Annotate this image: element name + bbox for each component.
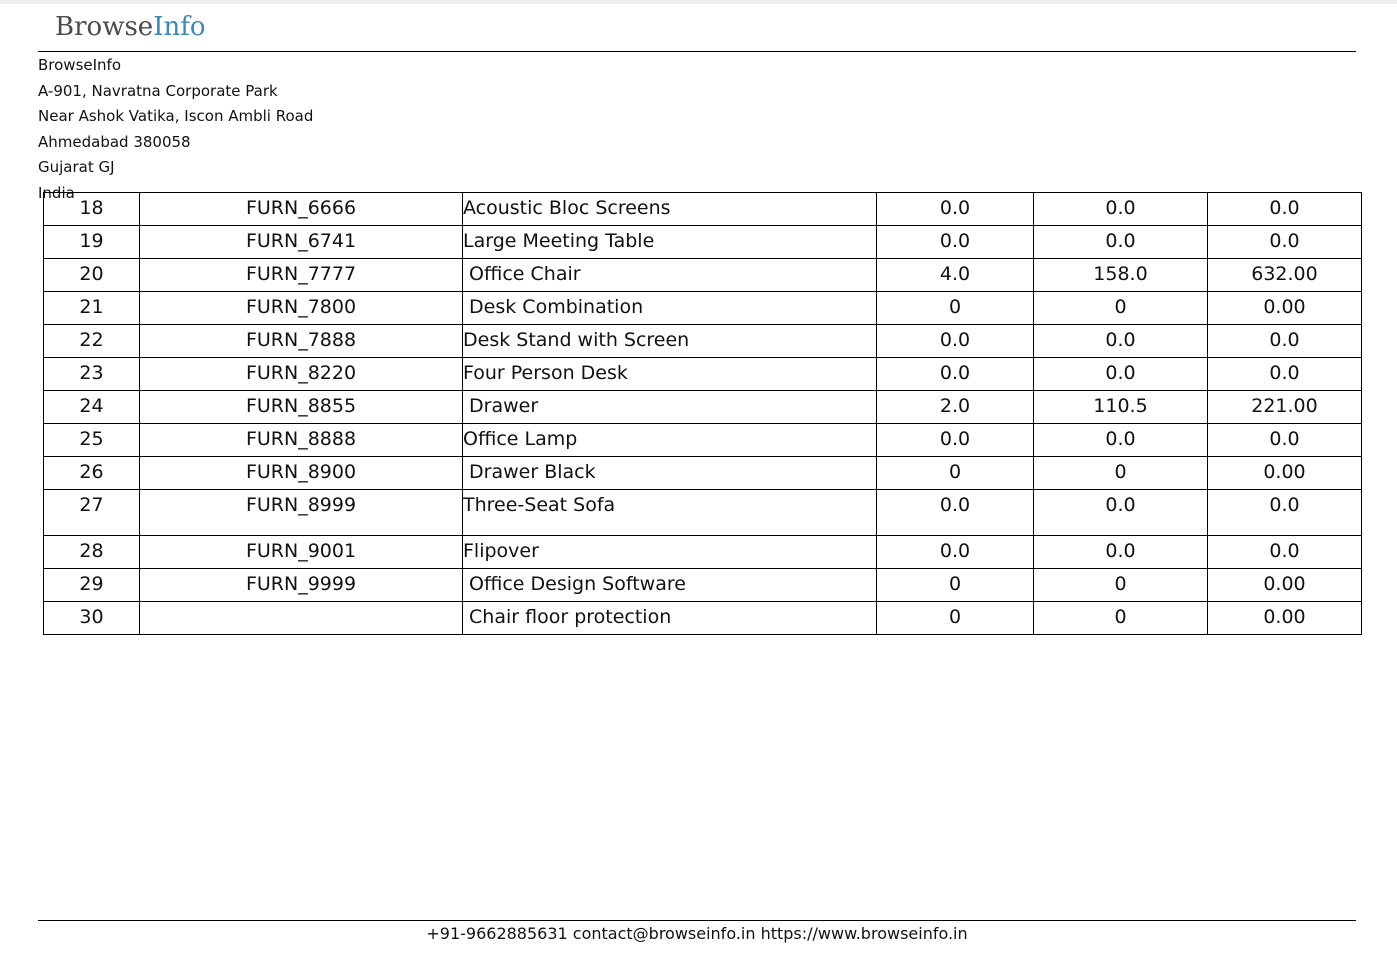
product-code-cell: FURN_8999: [140, 490, 463, 536]
product-name-cell: Flipover: [463, 536, 877, 569]
table-row: [44, 536, 1362, 569]
table-row: [44, 226, 1362, 259]
unit-price-cell: 0.0: [1034, 325, 1208, 358]
quantity-cell: 0: [877, 602, 1034, 635]
unit-price-cell: 0.0: [1034, 490, 1208, 536]
line-number-cell: 18: [44, 193, 140, 226]
table-row: [44, 358, 1362, 391]
quantity-cell: 0.0: [877, 325, 1034, 358]
table-row: [44, 325, 1362, 358]
quantity-cell: 0.0: [877, 424, 1034, 457]
quantity-cell: 0: [877, 569, 1034, 602]
quantity-cell: 0.0: [877, 226, 1034, 259]
unit-price-cell: 0.0: [1034, 536, 1208, 569]
company-name: BrowseInfo: [38, 56, 122, 74]
product-code-cell: FURN_6666: [140, 193, 463, 226]
footer-contact: +91-9662885631 contact@browseinfo.in https://www.browseinfo.in: [426, 924, 968, 943]
line-number-cell: 20: [44, 259, 140, 292]
quantity-cell: 2.0: [877, 391, 1034, 424]
line-number-cell: 24: [44, 391, 140, 424]
line-total-cell: 632.00: [1208, 259, 1362, 292]
product-name-cell: Chair floor protection: [463, 602, 877, 635]
logo-text-browse: Browse: [55, 12, 154, 42]
table-row: [44, 259, 1362, 292]
line-total-cell: 0.00: [1208, 292, 1362, 325]
table-row: [44, 457, 1362, 490]
header-divider: [38, 51, 1356, 52]
product-code-cell: [140, 602, 463, 635]
unit-price-cell: 158.0: [1034, 259, 1208, 292]
product-code-cell: FURN_7777: [140, 259, 463, 292]
line-number-cell: 23: [44, 358, 140, 391]
company-city-zip: Ahmedabad 380058: [38, 132, 191, 151]
product-name-cell: Office Design Software: [463, 569, 877, 602]
line-total-cell: 0.0: [1208, 325, 1362, 358]
quantity-cell: 0.0: [877, 193, 1034, 226]
table-row: [44, 193, 1362, 226]
product-code-cell: FURN_8900: [140, 457, 463, 490]
unit-price-cell: 0.0: [1034, 358, 1208, 391]
unit-price-cell: 110.5: [1034, 391, 1208, 424]
line-number-cell: 28: [44, 536, 140, 569]
product-code-cell: FURN_8220: [140, 358, 463, 391]
unit-price-cell: 0.0: [1034, 226, 1208, 259]
line-total-cell: 0.0: [1208, 536, 1362, 569]
product-lines-table: [43, 192, 1362, 635]
line-number-cell: 22: [44, 325, 140, 358]
product-code-cell: FURN_9001: [140, 536, 463, 569]
table-row: [44, 424, 1362, 457]
quantity-cell: 0.0: [877, 490, 1034, 536]
company-country: India: [38, 183, 75, 202]
line-number-cell: 29: [44, 569, 140, 602]
line-total-cell: 0.0: [1208, 193, 1362, 226]
line-total-cell: 0.00: [1208, 602, 1362, 635]
company-state: Gujarat GJ: [38, 158, 115, 177]
line-total-cell: 0.0: [1208, 358, 1362, 391]
line-number-cell: 21: [44, 292, 140, 325]
product-name-cell: Desk Stand with Screen: [463, 325, 877, 358]
product-code-cell: FURN_6741: [140, 226, 463, 259]
company-logo: [55, 10, 205, 44]
company-street: A-901, Navratna Corporate Park: [38, 81, 278, 100]
line-number-cell: 26: [44, 457, 140, 490]
page-top-edge: [0, 0, 1397, 4]
product-code-cell: FURN_9999: [140, 569, 463, 602]
line-total-cell: 0.00: [1208, 569, 1362, 602]
quantity-cell: 0.0: [877, 536, 1034, 569]
line-total-cell: 221.00: [1208, 391, 1362, 424]
unit-price-cell: 0: [1034, 292, 1208, 325]
table-row: [44, 569, 1362, 602]
product-name-cell: Drawer: [463, 391, 877, 424]
table-row: [44, 391, 1362, 424]
line-total-cell: 0.0: [1208, 424, 1362, 457]
company-address: [38, 53, 313, 207]
line-number-cell: 19: [44, 226, 140, 259]
quantity-cell: 0: [877, 292, 1034, 325]
table-row: [44, 490, 1362, 536]
line-total-cell: 0.0: [1208, 490, 1362, 536]
table-row: [44, 292, 1362, 325]
product-name-cell: Office Chair: [463, 259, 877, 292]
product-code-cell: FURN_8888: [140, 424, 463, 457]
product-code-cell: FURN_7888: [140, 325, 463, 358]
line-number-cell: 25: [44, 424, 140, 457]
product-code-cell: FURN_8855: [140, 391, 463, 424]
unit-price-cell: 0: [1034, 602, 1208, 635]
product-name-cell: Desk Combination: [463, 292, 877, 325]
line-total-cell: 0.00: [1208, 457, 1362, 490]
quantity-cell: 0.0: [877, 358, 1034, 391]
product-name-cell: Four Person Desk: [463, 358, 877, 391]
quantity-cell: 4.0: [877, 259, 1034, 292]
quantity-cell: 0: [877, 457, 1034, 490]
product-name-cell: Large Meeting Table: [463, 226, 877, 259]
line-number-cell: 27: [44, 490, 140, 536]
product-name-cell: Acoustic Bloc Screens: [463, 193, 877, 226]
line-total-cell: 0.0: [1208, 226, 1362, 259]
product-lines-body: [44, 193, 1362, 635]
product-code-cell: FURN_7800: [140, 292, 463, 325]
product-name-cell: Office Lamp: [463, 424, 877, 457]
unit-price-cell: 0.0: [1034, 424, 1208, 457]
unit-price-cell: 0.0: [1034, 193, 1208, 226]
line-number-cell: 30: [44, 602, 140, 635]
table-row: [44, 602, 1362, 635]
footer-divider: [38, 920, 1356, 921]
unit-price-cell: 0: [1034, 457, 1208, 490]
company-street2: Near Ashok Vatika, Iscon Ambli Road: [38, 107, 314, 126]
logo-text-info: Info: [153, 12, 206, 42]
product-name-cell: Three-Seat Sofa: [463, 490, 877, 536]
unit-price-cell: 0: [1034, 569, 1208, 602]
product-name-cell: Drawer Black: [463, 457, 877, 490]
